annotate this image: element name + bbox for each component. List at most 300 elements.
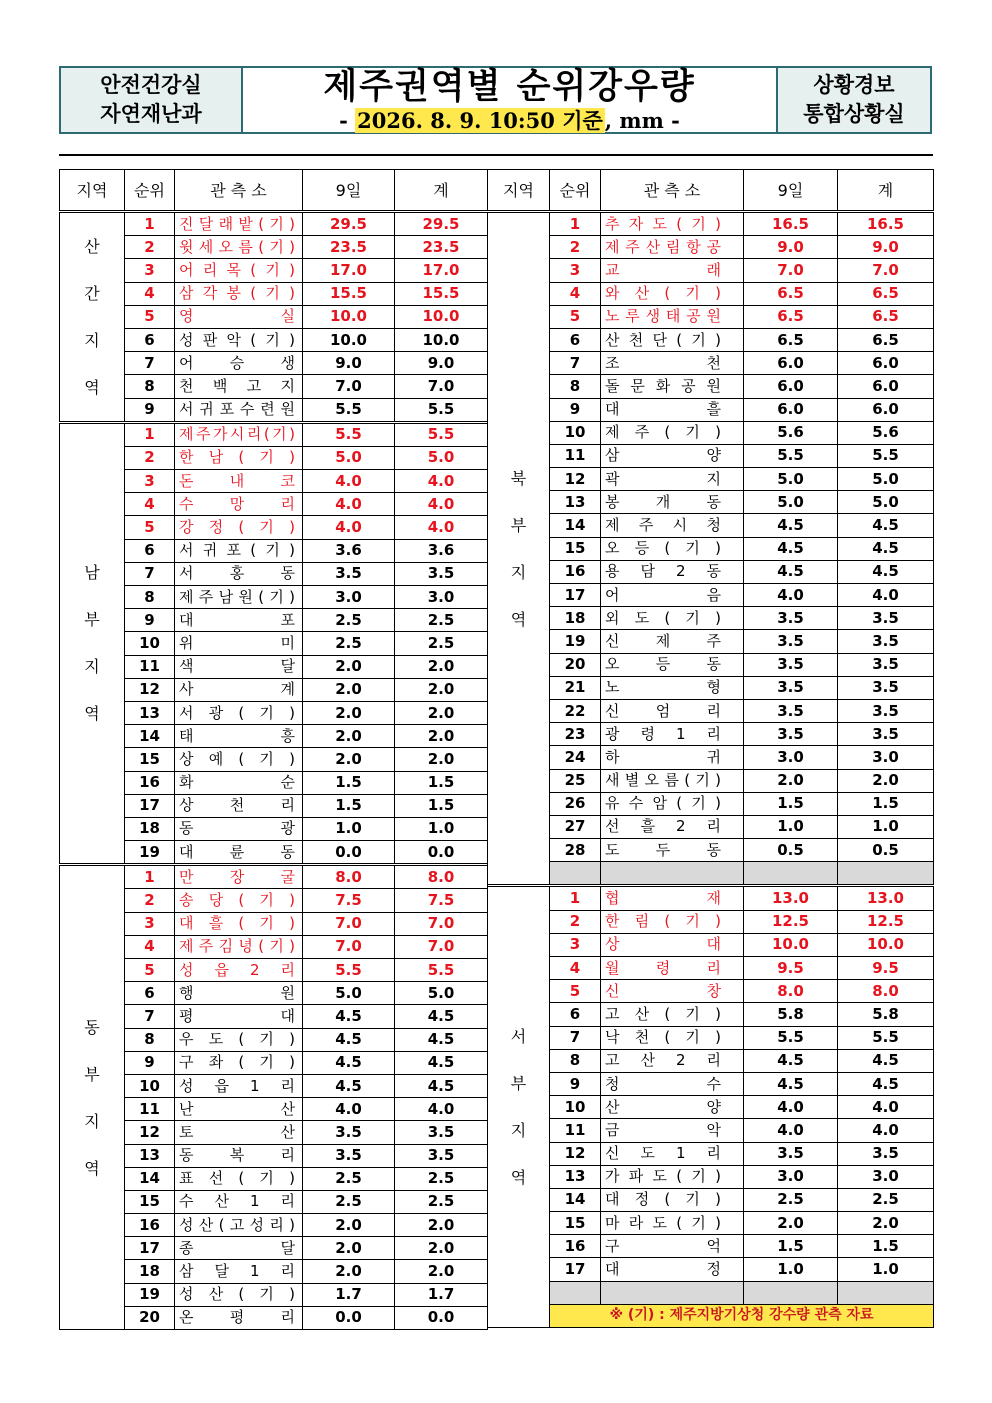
table-row (488, 1212, 934, 1235)
station-name: 삼 각 봉 ( 기 ) (179, 284, 295, 303)
station-cell (601, 259, 744, 282)
total-rainfall-cell: 5.5 (395, 398, 488, 422)
day-rainfall-cell: 8.0 (303, 865, 395, 889)
empty-cell (744, 862, 838, 886)
rank-cell: 28 (550, 839, 601, 862)
station-cell (601, 653, 744, 676)
day-rainfall-cell: 5.5 (303, 422, 395, 446)
total-rainfall-cell: 5.0 (838, 491, 934, 514)
station-name: 고 산 2 리 (605, 1051, 721, 1070)
station-name: 협 재 (605, 889, 721, 908)
station-cell (601, 1235, 744, 1258)
rank-cell: 6 (125, 328, 175, 351)
total-rainfall-cell: 6.5 (838, 305, 934, 328)
total-rainfall-cell: 3.5 (395, 562, 488, 585)
total-rainfall-cell: 4.5 (395, 1005, 488, 1028)
table-row (60, 1237, 488, 1260)
day-rainfall-cell: 3.0 (744, 746, 838, 769)
report-subtitle (339, 109, 680, 133)
total-rainfall-cell: 15.5 (395, 282, 488, 305)
table-row (60, 935, 488, 958)
station-cell (175, 725, 303, 748)
rank-cell: 16 (550, 1235, 601, 1258)
day-rainfall-cell: 3.5 (303, 1121, 395, 1144)
station-cell (601, 1188, 744, 1211)
table-row (488, 886, 934, 910)
station-name: 상 예 ( 기 ) (179, 749, 295, 768)
rank-cell: 3 (550, 259, 601, 282)
day-rainfall-cell: 7.0 (303, 935, 395, 958)
day-rainfall-cell: 7.5 (303, 889, 395, 912)
day-rainfall-cell: 3.5 (744, 676, 838, 699)
total-rainfall-cell: 23.5 (395, 236, 488, 259)
rank-cell: 7 (550, 1026, 601, 1049)
station-name: 평 대 (179, 1006, 295, 1025)
total-rainfall-cell: 3.5 (838, 1142, 934, 1165)
day-rainfall-cell: 4.0 (303, 493, 395, 516)
station-name: 종 달 (179, 1238, 295, 1257)
total-rainfall-cell: 2.5 (395, 1167, 488, 1190)
rank-cell: 2 (550, 236, 601, 259)
station-name: 화 순 (179, 773, 295, 792)
office-line1: 상황경보 (813, 73, 895, 97)
rank-cell: 16 (125, 771, 175, 794)
rank-cell: 4 (550, 282, 601, 305)
table-row (488, 933, 934, 956)
station-cell (175, 562, 303, 585)
station-name: 진 달 래 밭 ( 기 ) (179, 214, 295, 233)
station-cell (175, 1028, 303, 1051)
table-row (488, 1119, 934, 1142)
day-rainfall-cell: 2.0 (303, 655, 395, 678)
day-rainfall-cell: 6.0 (744, 375, 838, 398)
day-rainfall-cell: 3.5 (744, 653, 838, 676)
station-cell (175, 865, 303, 889)
table-row (488, 236, 934, 259)
station-cell (175, 1283, 303, 1306)
rank-cell: 14 (550, 1188, 601, 1211)
station-cell (601, 1119, 744, 1142)
day-rainfall-cell: 5.6 (744, 421, 838, 444)
station-cell (601, 1026, 744, 1049)
table-row (60, 328, 488, 351)
station-name: 대 흘 ( 기 ) (179, 914, 295, 933)
day-rainfall-cell: 4.0 (303, 470, 395, 493)
station-cell (601, 1072, 744, 1095)
station-cell (175, 1214, 303, 1237)
station-name: 대 흘 (605, 400, 721, 419)
station-cell (175, 701, 303, 724)
col-station: 관 측 소 (601, 170, 744, 212)
table-row (488, 769, 934, 792)
station-name: 도 두 동 (605, 840, 721, 859)
day-rainfall-cell: 2.5 (303, 632, 395, 655)
table-row (60, 1121, 488, 1144)
rank-cell: 9 (550, 1072, 601, 1095)
station-cell (601, 630, 744, 653)
total-rainfall-cell: 5.5 (838, 444, 934, 467)
station-name: 조 천 (605, 353, 721, 372)
day-rainfall-cell: 4.5 (303, 1074, 395, 1097)
station-name: 외 도 ( 기 ) (605, 608, 721, 627)
table-row (60, 1167, 488, 1190)
total-rainfall-cell: 5.0 (395, 446, 488, 469)
col-region: 지역 (488, 170, 550, 212)
total-rainfall-cell: 6.5 (838, 282, 934, 305)
total-rainfall-cell: 5.5 (395, 422, 488, 446)
station-cell (175, 1098, 303, 1121)
day-rainfall-cell: 23.5 (303, 236, 395, 259)
total-rainfall-cell: 4.5 (838, 560, 934, 583)
empty-cell (838, 1281, 934, 1304)
empty-cell (838, 862, 934, 886)
table-row (488, 1026, 934, 1049)
table-row (488, 980, 934, 1003)
table-row (60, 1190, 488, 1213)
station-cell (175, 1306, 303, 1329)
station-name: 우 도 ( 기 ) (179, 1030, 295, 1049)
station-name: 만 장 굴 (179, 867, 295, 886)
table-row (488, 328, 934, 351)
station-name: 제 주 시 청 (605, 516, 721, 535)
total-rainfall-cell: 4.0 (395, 470, 488, 493)
table-row (488, 514, 934, 537)
table-row (60, 236, 488, 259)
col-rank: 순위 (125, 170, 175, 212)
rank-cell: 4 (550, 957, 601, 980)
subtitle-suffix: , mm - (604, 108, 680, 133)
station-name: 동 광 (179, 819, 295, 838)
station-name: 청 수 (605, 1074, 721, 1093)
table-row (488, 957, 934, 980)
total-rainfall-cell: 6.0 (838, 398, 934, 421)
rank-cell: 17 (125, 1237, 175, 1260)
table-row (488, 1049, 934, 1072)
rank-cell: 15 (125, 748, 175, 771)
table-row (488, 839, 934, 862)
total-rainfall-cell: 6.5 (838, 328, 934, 351)
day-rainfall-cell: 2.5 (744, 1188, 838, 1211)
rank-cell: 9 (550, 398, 601, 421)
day-rainfall-cell: 2.5 (303, 1167, 395, 1190)
table-row (488, 1258, 934, 1281)
day-rainfall-cell: 8.0 (744, 980, 838, 1003)
station-name: 용 담 2 동 (605, 562, 721, 581)
station-name: 사 계 (179, 680, 295, 699)
office-box (778, 68, 930, 132)
station-name: 서 홍 동 (179, 564, 295, 583)
table-row (60, 959, 488, 982)
col-region: 지역 (60, 170, 125, 212)
total-rainfall-cell: 4.5 (395, 1074, 488, 1097)
table-row (60, 1074, 488, 1097)
day-rainfall-cell: 5.0 (744, 468, 838, 491)
rank-cell: 13 (550, 1165, 601, 1188)
table-row (488, 375, 934, 398)
table-row (488, 1003, 934, 1026)
station-cell (175, 236, 303, 259)
rank-cell: 13 (125, 1144, 175, 1167)
station-cell (175, 771, 303, 794)
day-rainfall-cell: 2.0 (303, 725, 395, 748)
rank-cell: 7 (125, 352, 175, 375)
total-rainfall-cell: 9.0 (838, 236, 934, 259)
station-cell (601, 514, 744, 537)
day-rainfall-cell: 3.5 (744, 723, 838, 746)
day-rainfall-cell: 3.5 (303, 1144, 395, 1167)
station-cell (601, 699, 744, 722)
total-rainfall-cell: 4.5 (838, 1049, 934, 1072)
rank-cell: 24 (550, 746, 601, 769)
station-name: 상 천 리 (179, 796, 295, 815)
col-rank: 순위 (550, 170, 601, 212)
station-name: 신 엄 리 (605, 701, 721, 720)
footnote: ※ (기) : 제주지방기상청 강수량 관측 자료 (550, 1304, 934, 1327)
station-cell (175, 1051, 303, 1074)
total-rainfall-cell: 4.5 (838, 537, 934, 560)
day-rainfall-cell: 15.5 (303, 282, 395, 305)
rank-cell: 5 (125, 516, 175, 539)
station-cell (601, 398, 744, 421)
table-row (60, 748, 488, 771)
total-rainfall-cell: 5.5 (395, 959, 488, 982)
total-rainfall-cell: 2.0 (395, 725, 488, 748)
table-row (488, 1165, 934, 1188)
table-row (488, 537, 934, 560)
rank-cell: 5 (550, 305, 601, 328)
table-row (60, 794, 488, 817)
table-row (60, 655, 488, 678)
day-rainfall-cell: 2.0 (303, 701, 395, 724)
station-name: 태 흥 (179, 726, 295, 745)
total-rainfall-cell: 2.0 (395, 1214, 488, 1237)
table-row (488, 653, 934, 676)
station-cell (601, 1003, 744, 1026)
table-row (488, 910, 934, 933)
rank-cell: 9 (125, 1051, 175, 1074)
station-name: 대 륜 동 (179, 842, 295, 861)
table-row (60, 912, 488, 935)
day-rainfall-cell: 7.0 (303, 375, 395, 398)
rank-cell: 12 (550, 1142, 601, 1165)
day-rainfall-cell: 3.5 (744, 607, 838, 630)
station-name: 성 읍 2 리 (179, 960, 295, 979)
day-rainfall-cell: 1.0 (744, 815, 838, 838)
day-rainfall-cell: 2.0 (303, 678, 395, 701)
total-rainfall-cell: 2.5 (838, 1188, 934, 1211)
rank-cell: 17 (125, 794, 175, 817)
rank-cell: 2 (550, 910, 601, 933)
rank-cell: 20 (125, 1306, 175, 1329)
rank-cell: 6 (550, 328, 601, 351)
station-name: 돌 문 화 공 원 (605, 376, 721, 395)
station-name: 강 정 ( 기 ) (179, 518, 295, 537)
col-day: 9일 (744, 170, 838, 212)
rank-cell: 3 (550, 933, 601, 956)
total-rainfall-cell: 4.0 (838, 584, 934, 607)
region-label: 산 간 지 역 (60, 212, 125, 423)
rank-cell: 15 (550, 537, 601, 560)
total-rainfall-cell: 5.6 (838, 421, 934, 444)
station-name: 노 형 (605, 678, 721, 697)
total-rainfall-cell: 1.5 (838, 792, 934, 815)
col-total: 계 (395, 170, 488, 212)
station-name: 월 령 리 (605, 958, 721, 977)
table-row (488, 282, 934, 305)
total-rainfall-cell: 10.0 (395, 328, 488, 351)
day-rainfall-cell: 2.5 (303, 609, 395, 632)
station-name: 오 등 동 (605, 655, 721, 674)
table-row (60, 609, 488, 632)
station-name: 금 악 (605, 1120, 721, 1139)
total-rainfall-cell: 0.0 (395, 1306, 488, 1329)
station-cell (175, 817, 303, 840)
station-cell (601, 560, 744, 583)
total-rainfall-cell: 7.0 (838, 259, 934, 282)
table-row (488, 1235, 934, 1258)
table-row (60, 375, 488, 398)
day-rainfall-cell: 4.5 (303, 1051, 395, 1074)
station-name: 하 귀 (605, 747, 721, 766)
station-cell (175, 282, 303, 305)
table-row (60, 1306, 488, 1329)
table-row (488, 630, 934, 653)
station-cell (601, 212, 744, 236)
rank-cell: 10 (125, 1074, 175, 1097)
rainfall-table-right (487, 169, 934, 1328)
station-cell (601, 957, 744, 980)
rank-cell: 12 (125, 678, 175, 701)
station-cell (601, 282, 744, 305)
station-cell (175, 1144, 303, 1167)
station-name: 새 별 오 름 ( 기 ) (605, 771, 721, 790)
table-row (60, 632, 488, 655)
day-rainfall-cell: 6.5 (744, 328, 838, 351)
day-rainfall-cell: 0.0 (303, 841, 395, 865)
station-cell (175, 841, 303, 865)
rank-cell: 16 (125, 1214, 175, 1237)
station-cell (601, 815, 744, 838)
station-name: 상 대 (605, 935, 721, 954)
total-rainfall-cell: 1.5 (395, 794, 488, 817)
station-name: 유 수 암 ( 기 ) (605, 794, 721, 813)
station-name: 오 등 ( 기 ) (605, 539, 721, 558)
col-total: 계 (838, 170, 934, 212)
station-cell (601, 607, 744, 630)
station-cell (601, 537, 744, 560)
table-row (60, 586, 488, 609)
total-rainfall-cell: 10.0 (838, 933, 934, 956)
day-rainfall-cell: 7.0 (744, 259, 838, 282)
table-row (60, 470, 488, 493)
day-rainfall-cell: 4.5 (744, 1072, 838, 1095)
day-rainfall-cell: 1.5 (303, 794, 395, 817)
rank-cell: 27 (550, 815, 601, 838)
station-name: 마 라 도 ( 기 ) (605, 1213, 721, 1232)
rank-cell: 2 (125, 889, 175, 912)
table-row (488, 1072, 934, 1095)
station-cell (175, 328, 303, 351)
table-row (488, 468, 934, 491)
total-rainfall-cell: 4.0 (395, 493, 488, 516)
rank-cell: 11 (550, 444, 601, 467)
rank-cell: 12 (550, 468, 601, 491)
station-name: 노 루 생 태 공 원 (605, 307, 721, 326)
rank-cell: 1 (125, 422, 175, 446)
day-rainfall-cell: 4.5 (303, 1028, 395, 1051)
total-rainfall-cell: 2.0 (395, 1237, 488, 1260)
station-cell (601, 491, 744, 514)
station-name: 한 림 ( 기 ) (605, 912, 721, 931)
department-box (61, 68, 241, 132)
station-cell (175, 259, 303, 282)
total-rainfall-cell: 2.5 (395, 1190, 488, 1213)
day-rainfall-cell: 5.5 (744, 1026, 838, 1049)
station-cell (175, 1005, 303, 1028)
day-rainfall-cell: 7.0 (303, 912, 395, 935)
table-row (60, 1051, 488, 1074)
station-cell (601, 421, 744, 444)
day-rainfall-cell: 6.0 (744, 398, 838, 421)
station-cell (601, 328, 744, 351)
day-rainfall-cell: 6.5 (744, 282, 838, 305)
station-cell (601, 723, 744, 746)
rank-cell: 18 (550, 607, 601, 630)
station-name: 추 자 도 ( 기 ) (605, 214, 721, 233)
day-rainfall-cell: 5.5 (303, 398, 395, 422)
rank-cell: 8 (550, 375, 601, 398)
station-cell (601, 676, 744, 699)
station-name: 성 읍 1 리 (179, 1076, 295, 1095)
station-cell (175, 935, 303, 958)
total-rainfall-cell: 3.5 (395, 1121, 488, 1144)
table-row (488, 444, 934, 467)
rank-cell: 5 (125, 959, 175, 982)
table-row (488, 676, 934, 699)
total-rainfall-cell: 3.6 (395, 539, 488, 562)
table-row (488, 1188, 934, 1211)
station-name: 송 당 ( 기 ) (179, 891, 295, 910)
station-name: 고 산 ( 기 ) (605, 1004, 721, 1023)
station-cell (601, 910, 744, 933)
rank-cell: 8 (125, 586, 175, 609)
rank-cell: 1 (125, 212, 175, 236)
total-rainfall-cell: 2.0 (395, 701, 488, 724)
station-name: 신 창 (605, 981, 721, 1000)
total-rainfall-cell: 7.0 (395, 912, 488, 935)
rank-cell: 20 (550, 653, 601, 676)
total-rainfall-cell: 4.5 (395, 1028, 488, 1051)
total-rainfall-cell: 1.0 (395, 817, 488, 840)
total-rainfall-cell: 4.5 (838, 514, 934, 537)
report-header (59, 66, 932, 134)
day-rainfall-cell: 10.0 (303, 328, 395, 351)
rank-cell: 6 (125, 982, 175, 1005)
station-name: 성 산 ( 고 성 리 ) (179, 1215, 295, 1234)
table-row (488, 1142, 934, 1165)
total-rainfall-cell: 7.0 (395, 935, 488, 958)
rank-cell: 8 (125, 1028, 175, 1051)
rank-cell: 8 (550, 1049, 601, 1072)
total-rainfall-cell: 16.5 (838, 212, 934, 236)
station-name: 제 주 ( 기 ) (605, 423, 721, 442)
day-rainfall-cell: 5.5 (303, 959, 395, 982)
rank-cell: 21 (550, 676, 601, 699)
rank-cell: 26 (550, 792, 601, 815)
total-rainfall-cell: 2.5 (395, 632, 488, 655)
total-rainfall-cell: 3.5 (838, 630, 934, 653)
total-rainfall-cell: 2.0 (838, 769, 934, 792)
